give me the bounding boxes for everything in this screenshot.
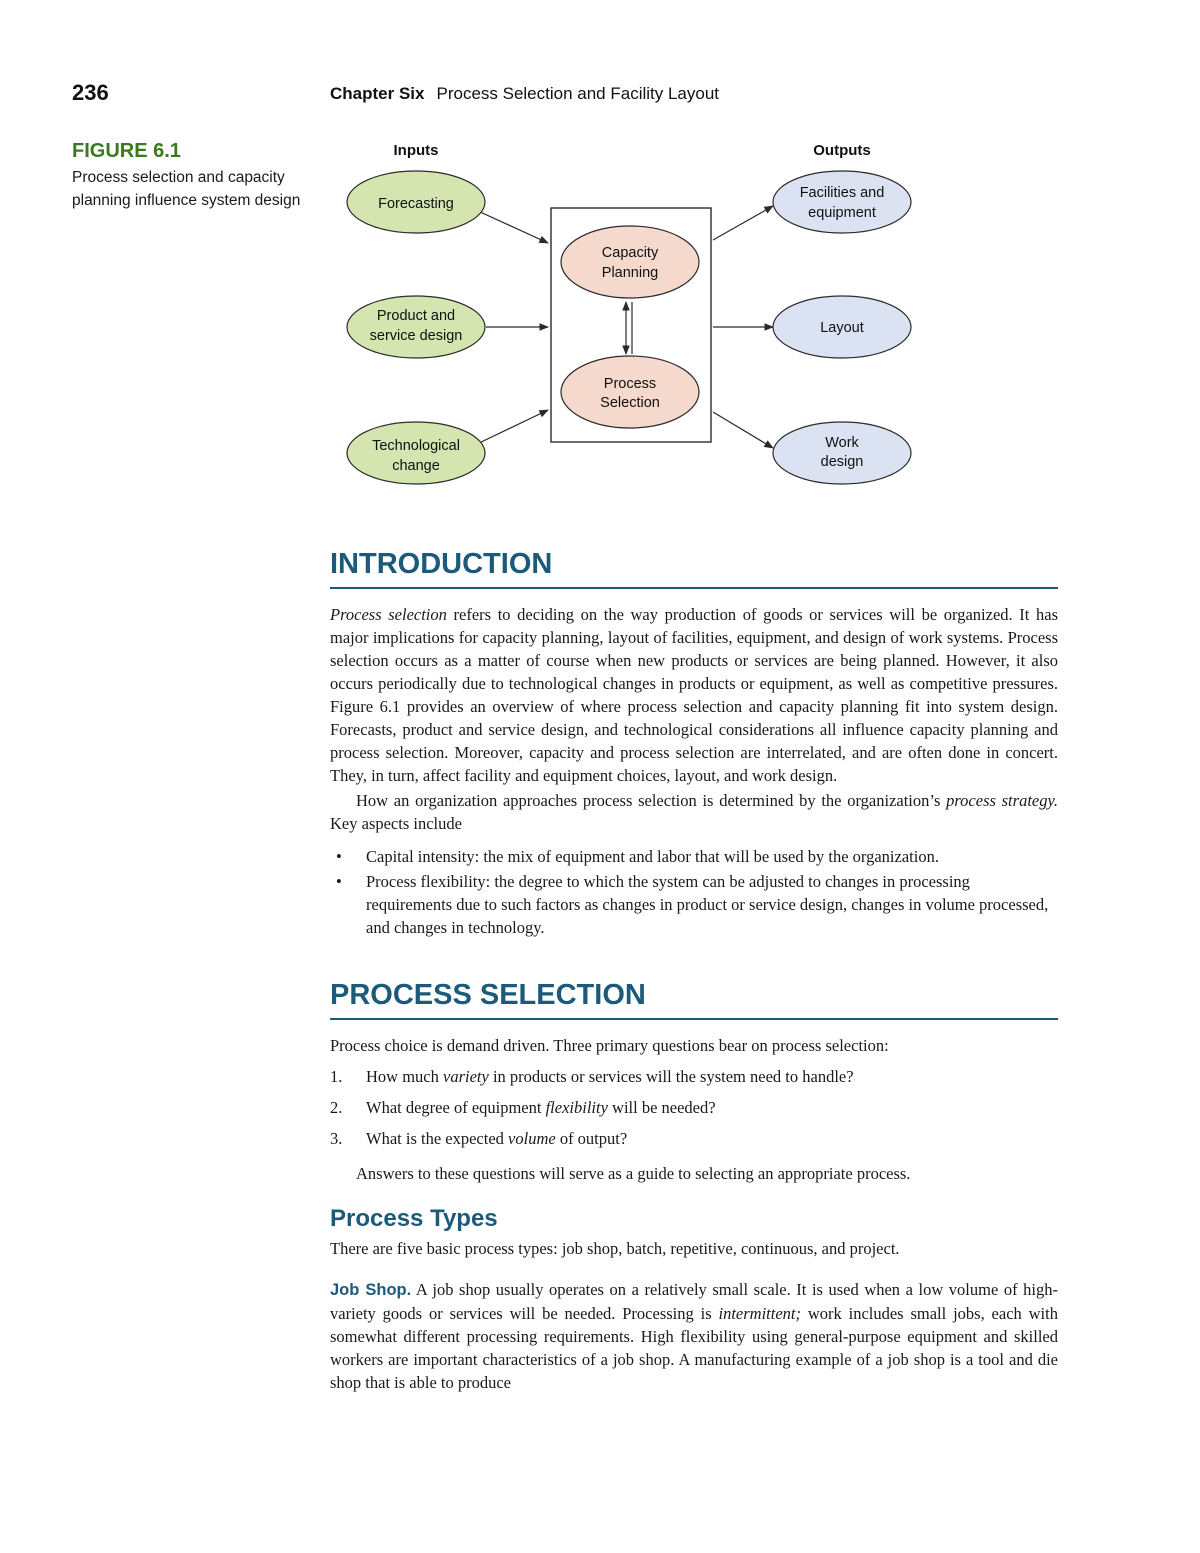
process-types-intro: There are five basic process types: job shop, batch, repetitive, continuous, and project. [330, 1239, 900, 1258]
intro-p2-start: How an organization approaches process selection is determined by the organization’s [356, 791, 947, 810]
input-technological-change [347, 422, 485, 484]
capacity-line1: Capacity [601, 245, 659, 261]
input-product-line1: Product and [376, 308, 456, 324]
question-number: 2. [330, 1098, 343, 1117]
answers-paragraph: Answers to these questions will serve as a guide to selecting an appropriate process. [356, 1164, 911, 1183]
introduction-heading: INTRODUCTION [330, 548, 1058, 589]
term-process-selection: Process selection [330, 605, 447, 624]
process-line2: Selection [600, 395, 660, 411]
list-item [330, 1065, 1058, 1088]
job-shop-em: intermittent; [718, 1304, 801, 1323]
questions-list [330, 1065, 1058, 1150]
list-item [330, 1127, 1058, 1150]
process-selection-heading: PROCESS SELECTION [330, 979, 1058, 1020]
question-em: variety [443, 1067, 489, 1086]
question-em: volume [508, 1129, 556, 1148]
output-facilities-equipment [773, 171, 911, 233]
input-tech-line2: change [392, 458, 440, 474]
chapter-title: Process Selection and Facility Layout [436, 84, 720, 103]
job-shop-label: Job Shop. [330, 1281, 412, 1299]
facilities-line2: equipment [808, 205, 876, 221]
layout-label: Layout [820, 320, 864, 336]
page-number: 236 [72, 80, 109, 105]
question-number: 3. [330, 1129, 343, 1148]
work-line1: Work [825, 435, 859, 451]
facilities-line1: Facilities and [799, 185, 885, 201]
bullet-mark: • [336, 847, 342, 866]
figure-caption: Process selection and capacity planning influence system design [72, 169, 301, 209]
question-post: of output? [555, 1129, 628, 1148]
list-item [330, 870, 1058, 939]
output-work-design [773, 422, 911, 484]
input-tech-line1: Technological [372, 438, 460, 454]
arrow-work-design [713, 412, 773, 448]
question-pre: What degree of equipment [366, 1098, 546, 1117]
input-forecasting [347, 171, 485, 233]
intro-paragraph-1 [330, 603, 1058, 787]
center-process-selection [561, 356, 699, 428]
inputs-heading: Inputs [393, 142, 439, 159]
key-aspects-list [330, 845, 1058, 939]
bullet-text: Capital intensity: the mix of equipment and labor that will be used by the organization. [366, 847, 939, 866]
intro-p2-end: Key aspects include [330, 814, 462, 833]
capacity-line2: Planning [601, 265, 659, 281]
body-content [330, 548, 1058, 1394]
bullet-mark: • [336, 872, 342, 891]
figure-label: FIGURE 6.1 [72, 140, 181, 162]
arrow-tech-change [477, 410, 548, 444]
center-capacity-planning [561, 226, 699, 298]
intro-paragraph-2 [330, 789, 1058, 835]
question-post: will be needed? [607, 1098, 716, 1117]
system-design-diagram [0, 0, 1200, 520]
input-product-line2: service design [369, 328, 463, 344]
input-forecasting-label: Forecasting [378, 196, 454, 212]
process-line1: Process [603, 376, 657, 392]
question-pre: How much [366, 1067, 443, 1086]
outputs-heading: Outputs [813, 142, 871, 159]
process-types-heading: Process Types [330, 1205, 498, 1232]
question-pre: What is the expected [366, 1129, 509, 1148]
list-item [330, 845, 1058, 868]
bullet-text: Process flexibility: the degree to which the system can be adjusted to changes in processing requirements due to such factors as changes in product or service design, changes in volume processed, and changes in technology. [366, 872, 1049, 937]
term-process-strategy: process strategy. [946, 791, 1059, 810]
question-post: in products or services will the system need to handle? [488, 1067, 854, 1086]
question-number: 1. [330, 1067, 343, 1086]
input-product-service-design [347, 296, 485, 358]
work-line2: design [820, 454, 864, 470]
output-layout [773, 296, 911, 358]
arrow-facilities [713, 206, 773, 240]
job-shop-text-2: work includes small jobs, each with somewhat different processing requirements. High flexibility using general-purpose equipment and skilled workers are important characteristics of a job shop. A manufacturing example of a job shop is a tool and die shop that is able to produce [330, 1304, 1058, 1392]
process-selection-lead: Process choice is demand driven. Three primary questions bear on process selection: [330, 1036, 889, 1055]
arrow-forecasting [478, 211, 548, 243]
process-selection-section [330, 979, 1058, 1394]
chapter-label: Chapter Six [330, 84, 425, 103]
intro-p1-text: refers to deciding on the way production of goods or services will be organized. It has major implications for capacity planning, layout of facilities, equipment, and design of work systems. Process selection occurs as a matter of course when new products or services are being planned. However, it also occurs periodically due to technological changes in products or equipment, as well as competitive pressures. Figure 6.1 provides an overview of where process selection and capacity planning fit into system design. Forecasts, product and service design, and technological considerations all influence capacity planning and process selection. Moreover, capacity and process selection are interrelated, and are often done in concert. They, in turn, affect facility and equipment choices, layout, and work design. [330, 605, 1058, 785]
question-em: flexibility [545, 1098, 608, 1117]
job-shop-text-1: A job shop usually operates on a relatively small scale. It is used when a low volume of high-variety goods or services will be needed. Processing is [330, 1280, 1058, 1323]
list-item [330, 1096, 1058, 1119]
job-shop-paragraph [330, 1278, 1058, 1394]
